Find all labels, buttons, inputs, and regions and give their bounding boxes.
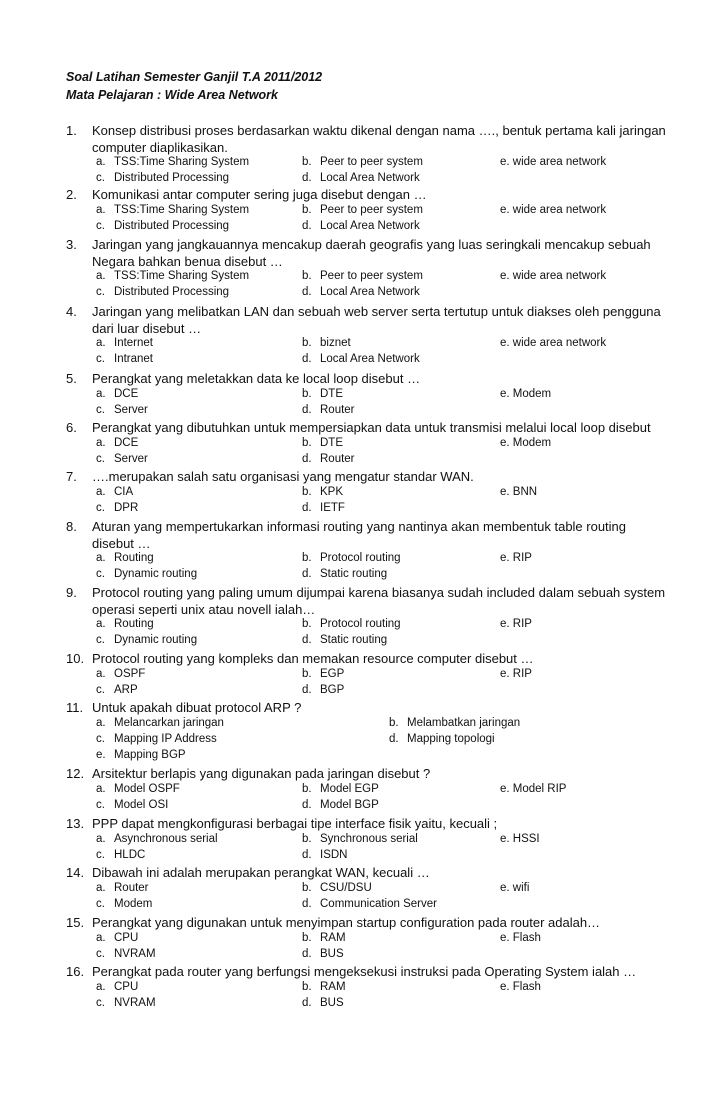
question-number: 10. <box>66 651 85 666</box>
option-text: Local Area Network <box>320 220 420 232</box>
option-letter: c. <box>96 502 105 514</box>
option-item <box>500 667 532 682</box>
option-letter: d. <box>389 733 399 745</box>
option-text: Mapping BGP <box>114 749 186 761</box>
question-text: Protocol routing yang kompleks dan memakan resource computer disebut … <box>92 651 534 666</box>
option-text: Mapping topologi <box>407 733 495 745</box>
option-text: e. wifi <box>500 882 530 894</box>
option-item <box>500 336 606 351</box>
option-letter: a. <box>96 618 106 630</box>
option-text: TSS:Time Sharing System <box>114 204 250 216</box>
option-text: Peer to peer system <box>320 156 423 168</box>
option-text: CPU <box>114 932 139 944</box>
option-letter: d. <box>302 172 312 184</box>
option-text: Melambatkan jaringan <box>407 717 521 729</box>
option-letter: b. <box>302 156 312 168</box>
option-letter: b. <box>302 437 312 449</box>
question-number: 3. <box>66 237 77 252</box>
option-letter: c. <box>96 353 105 365</box>
option-text: Router <box>114 882 149 894</box>
option-text: Router <box>320 404 355 416</box>
option-text: Peer to peer system <box>320 270 423 282</box>
option-text: Routing <box>114 618 154 630</box>
option-text: Static routing <box>320 634 388 646</box>
question-text: Untuk apakah dibuat protocol ARP ? <box>92 700 302 715</box>
option-letter: a. <box>96 437 106 449</box>
option-text: Dynamic routing <box>114 634 198 646</box>
option-item <box>500 980 541 995</box>
option-letter: b. <box>302 783 312 795</box>
option-text: e. RIP <box>500 668 532 680</box>
option-item <box>500 436 551 451</box>
question-text: Konsep distribusi proses berdasarkan waktu dikenal dengan nama …., bentuk pertama kali jaringan computer diaplikasikan. <box>92 123 666 155</box>
question-text: Perangkat pada router yang berfungsi mengeksekusi instruksi pada Operating System ialah … <box>92 964 637 979</box>
option-letter: d. <box>302 453 312 465</box>
option-letter: d. <box>302 898 312 910</box>
option-letter: d. <box>302 799 312 811</box>
option-text: Local Area Network <box>320 353 420 365</box>
option-letter: a. <box>96 932 106 944</box>
option-letter: c. <box>96 220 105 232</box>
option-text: CPU <box>114 981 139 993</box>
question-text: PPP dapat mengkonfigurasi berbagai tipe interface fisik yaitu, kecuali ; <box>92 816 498 831</box>
option-letter: d. <box>302 684 312 696</box>
option-item <box>500 881 529 896</box>
option-text: e. RIP <box>500 618 532 630</box>
question-text: Jaringan yang jangkauannya mencakup daerah geografis yang luas seringkali mencakup sebuah Negara bahkan benua disebut … <box>92 237 651 269</box>
option-text: Server <box>114 404 148 416</box>
option-text: Distributed Processing <box>114 172 230 184</box>
option-text: e. BNN <box>500 486 538 498</box>
option-letter: b. <box>302 270 312 282</box>
question-number: 7. <box>66 469 77 484</box>
option-letter: a. <box>96 882 106 894</box>
option-text: OSPF <box>114 668 146 680</box>
option-letter: e. <box>96 749 106 761</box>
option-text: Mapping IP Address <box>114 733 217 745</box>
question-number: 15. <box>66 915 85 930</box>
option-letter: d. <box>302 353 312 365</box>
option-letter: c. <box>96 849 105 861</box>
option-item <box>500 832 540 847</box>
option-letter: c. <box>96 286 105 298</box>
option-text: NVRAM <box>114 948 156 960</box>
option-text: BGP <box>320 684 345 696</box>
option-text: NVRAM <box>114 997 156 1009</box>
option-text: Model OSI <box>114 799 169 811</box>
option-text: e. wide area network <box>500 337 607 349</box>
option-text: DPR <box>114 502 139 514</box>
option-text: DCE <box>114 388 139 400</box>
option-letter: a. <box>96 668 106 680</box>
question-text: Perangkat yang digunakan untuk menyimpan startup configuration pada router adalah… <box>92 915 601 930</box>
option-letter: b. <box>302 833 312 845</box>
option-letter: a. <box>96 552 106 564</box>
option-text: Protocol routing <box>320 618 401 630</box>
question-number: 12. <box>66 766 85 781</box>
question-number: 14. <box>66 865 85 880</box>
option-text: Intranet <box>114 353 153 365</box>
option-text: Distributed Processing <box>114 286 230 298</box>
option-letter: c. <box>96 948 105 960</box>
option-letter: b. <box>302 337 312 349</box>
option-text: Static routing <box>320 568 388 580</box>
option-text: IETF <box>320 502 345 514</box>
option-text: e. HSSI <box>500 833 540 845</box>
option-letter: d. <box>302 404 312 416</box>
option-letter: b. <box>389 717 399 729</box>
question-text: Aturan yang mempertukarkan informasi routing yang nantinya akan membentuk table routing disebut … <box>92 519 627 551</box>
option-letter: c. <box>96 898 105 910</box>
option-text: RAM <box>320 932 346 944</box>
option-text: e. RIP <box>500 552 532 564</box>
option-text: HLDC <box>114 849 146 861</box>
option-text: DTE <box>320 437 343 449</box>
question-number: 9. <box>66 585 77 600</box>
question-number: 6. <box>66 420 77 435</box>
question-text: Perangkat yang meletakkan data ke local loop disebut … <box>92 371 421 386</box>
option-letter: a. <box>96 486 106 498</box>
option-item <box>500 203 606 218</box>
option-text: ISDN <box>320 849 348 861</box>
option-letter: c. <box>96 634 105 646</box>
option-letter: a. <box>96 981 106 993</box>
option-letter: c. <box>96 997 105 1009</box>
option-text: TSS:Time Sharing System <box>114 156 250 168</box>
option-letter: d. <box>302 568 312 580</box>
option-letter: d. <box>302 634 312 646</box>
option-letter: b. <box>302 668 312 680</box>
option-letter: b. <box>302 552 312 564</box>
option-letter: d. <box>302 997 312 1009</box>
subject-title: Mata Pelajaran : Wide Area Network <box>66 88 278 102</box>
question-number: 5. <box>66 371 77 386</box>
option-letter: c. <box>96 733 105 745</box>
question-text: ….merupakan salah satu organisasi yang mengatur standar WAN. <box>92 469 474 484</box>
question-number: 16. <box>66 964 85 979</box>
option-text: Asynchronous serial <box>114 833 218 845</box>
option-text: BUS <box>320 948 344 960</box>
option-letter: b. <box>302 486 312 498</box>
option-text: Server <box>114 453 148 465</box>
option-letter: c. <box>96 568 105 580</box>
option-text: RAM <box>320 981 346 993</box>
option-letter: a. <box>96 156 106 168</box>
option-letter: a. <box>96 783 106 795</box>
option-letter: d. <box>302 948 312 960</box>
option-text: e. wide area network <box>500 156 607 168</box>
question-text: Perangkat yang dibutuhkan untuk mempersiapkan data untuk transmisi melalui local loop disebut <box>92 420 651 435</box>
option-text: Model BGP <box>320 799 379 811</box>
option-letter: d. <box>302 502 312 514</box>
option-text: EGP <box>320 668 345 680</box>
option-text: CSU/DSU <box>320 882 372 894</box>
option-letter: c. <box>96 453 105 465</box>
option-letter: b. <box>302 932 312 944</box>
option-item <box>500 269 606 284</box>
question-number: 11. <box>66 700 84 715</box>
question-text: Komunikasi antar computer sering juga disebut dengan … <box>92 187 427 202</box>
option-text: e. Modem <box>500 388 552 400</box>
option-text: Modem <box>114 898 153 910</box>
option-letter: a. <box>96 337 106 349</box>
question-number: 13. <box>66 816 85 831</box>
option-item <box>500 617 532 632</box>
option-text: Distributed Processing <box>114 220 230 232</box>
question-text: Dibawah ini adalah merupakan perangkat WAN, kecuali … <box>92 865 430 880</box>
option-item <box>500 387 551 402</box>
option-text: Model EGP <box>320 783 379 795</box>
option-item <box>500 155 606 170</box>
option-letter: d. <box>302 286 312 298</box>
option-letter: a. <box>96 204 106 216</box>
option-letter: d. <box>302 849 312 861</box>
option-text: CIA <box>114 486 134 498</box>
option-item <box>500 485 537 500</box>
question-text: Arsitektur berlapis yang digunakan pada jaringan disebut ? <box>92 766 431 781</box>
option-letter: a. <box>96 388 106 400</box>
option-text: e. Flash <box>500 932 541 944</box>
option-text: Melancarkan jaringan <box>114 717 224 729</box>
option-item <box>500 782 566 797</box>
option-text: Peer to peer system <box>320 204 423 216</box>
option-letter: c. <box>96 404 105 416</box>
option-text: Routing <box>114 552 154 564</box>
option-item <box>500 551 532 566</box>
option-text: Synchronous serial <box>320 833 418 845</box>
option-letter: b. <box>302 618 312 630</box>
option-text: DCE <box>114 437 139 449</box>
option-text: e. Flash <box>500 981 541 993</box>
option-letter: a. <box>96 717 106 729</box>
option-letter: d. <box>302 220 312 232</box>
option-text: DTE <box>320 388 343 400</box>
option-text: Dynamic routing <box>114 568 198 580</box>
option-text: Local Area Network <box>320 286 420 298</box>
option-text: Communication Server <box>320 898 437 910</box>
option-text: BUS <box>320 997 344 1009</box>
option-letter: b. <box>302 204 312 216</box>
option-text: biznet <box>320 337 351 349</box>
question-text: Jaringan yang melibatkan LAN dan sebuah web server serta tertutup untuk diakses oleh pengguna dari luar disebut … <box>92 304 661 336</box>
option-text: Local Area Network <box>320 172 420 184</box>
option-letter: c. <box>96 799 105 811</box>
option-text: Router <box>320 453 355 465</box>
option-text: e. Model RIP <box>500 783 567 795</box>
option-text: KPK <box>320 486 344 498</box>
option-letter: a. <box>96 270 106 282</box>
document-title: Soal Latihan Semester Ganjil T.A 2011/2012 <box>66 70 323 84</box>
option-item <box>500 931 541 946</box>
option-text: Internet <box>114 337 153 349</box>
question-text: Protocol routing yang paling umum dijumpai karena biasanya sudah included dalam sebuah system operasi seperti unix atau novell ialah… <box>92 585 666 617</box>
option-text: e. wide area network <box>500 204 607 216</box>
question-number: 1. <box>66 123 77 138</box>
option-letter: b. <box>302 882 312 894</box>
question-number: 2. <box>66 187 77 202</box>
option-text: ARP <box>114 684 138 696</box>
option-text: TSS:Time Sharing System <box>114 270 250 282</box>
option-text: Model OSPF <box>114 783 180 795</box>
option-letter: c. <box>96 172 105 184</box>
option-letter: b. <box>302 388 312 400</box>
question-number: 4. <box>66 304 77 319</box>
option-text: e. wide area network <box>500 270 607 282</box>
question-number: 8. <box>66 519 77 534</box>
option-letter: b. <box>302 981 312 993</box>
option-letter: a. <box>96 833 106 845</box>
option-text: Protocol routing <box>320 552 401 564</box>
option-text: e. Modem <box>500 437 552 449</box>
option-letter: c. <box>96 684 105 696</box>
